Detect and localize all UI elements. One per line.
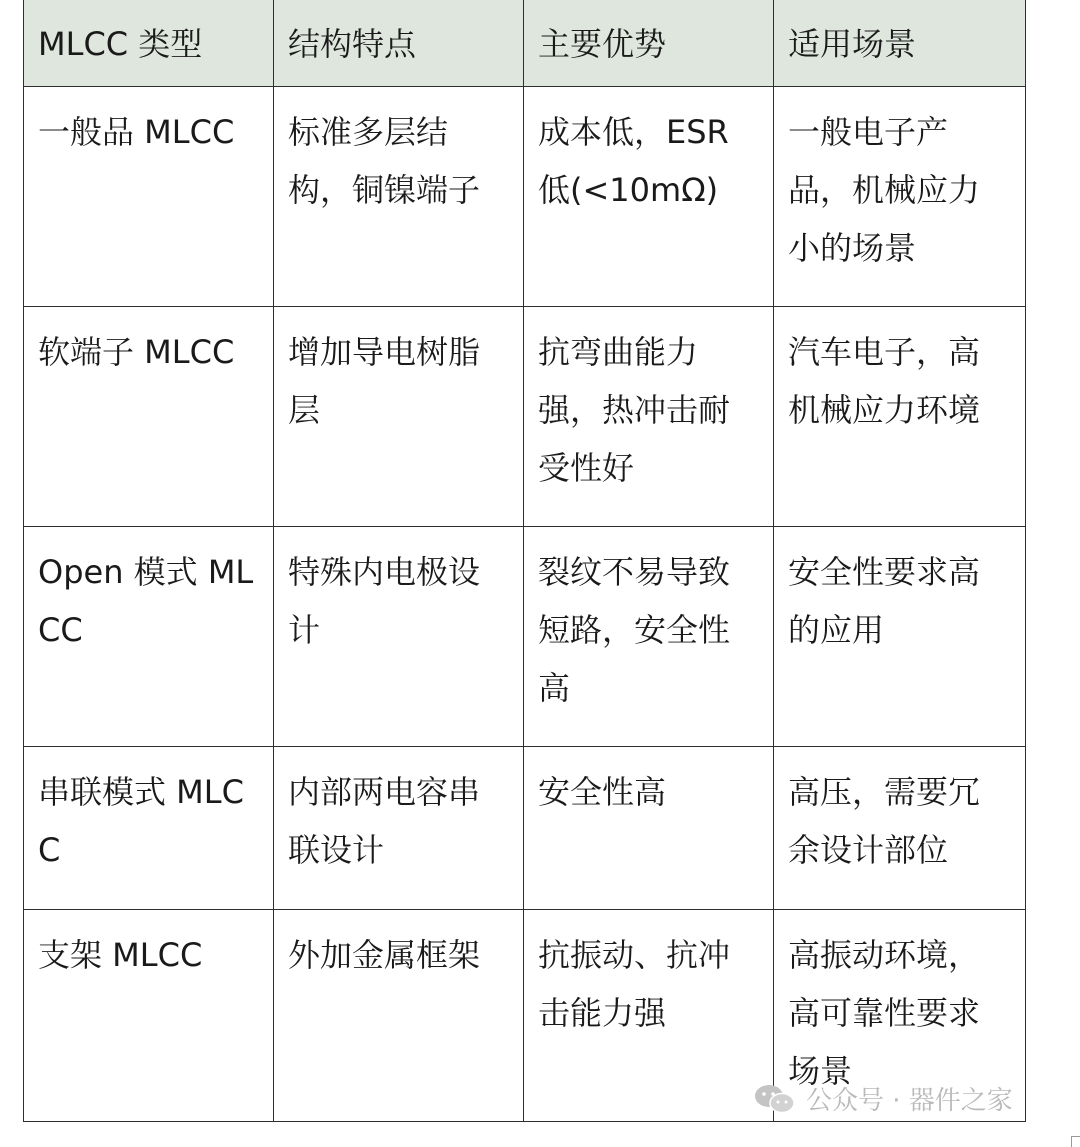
cell-application: 一般电子产品，机械应力小的场景 — [774, 87, 1026, 307]
cell-type: 串联模式 MLCC — [24, 747, 274, 910]
cell-type: 一般品 MLCC — [24, 87, 274, 307]
table-row — [24, 87, 1026, 307]
cell-type: 软端子 MLCC — [24, 307, 274, 527]
mlcc-comparison-table — [23, 0, 1026, 1122]
cell-advantage: 裂纹不易导致短路，安全性高 — [524, 527, 774, 747]
corner-mark — [1071, 1136, 1080, 1147]
table-row — [24, 747, 1026, 910]
cell-advantage: 安全性高 — [524, 747, 774, 910]
cell-application: 高振动环境，高可靠性要求场景 — [774, 910, 1026, 1122]
cell-advantage: 抗振动、抗冲击能力强 — [524, 910, 774, 1122]
table-row — [24, 527, 1026, 747]
cell-type: Open 模式 MLCC — [24, 527, 274, 747]
cell-structure: 内部两电容串联设计 — [274, 747, 524, 910]
cell-structure: 标准多层结构，铜镍端子 — [274, 87, 524, 307]
cell-structure: 外加金属框架 — [274, 910, 524, 1122]
cell-advantage: 抗弯曲能力强，热冲击耐受性好 — [524, 307, 774, 527]
cell-type: 支架 MLCC — [24, 910, 274, 1122]
cell-structure: 增加导电树脂层 — [274, 307, 524, 527]
header-advantage: 主要优势 — [524, 0, 774, 87]
cell-application: 安全性要求高的应用 — [774, 527, 1026, 747]
cell-structure: 特殊内电极设计 — [274, 527, 524, 747]
cell-advantage: 成本低，ESR低(<10mΩ) — [524, 87, 774, 307]
watermark-text: 公众号 · 器件之家 — [806, 1086, 1013, 1116]
table-row — [24, 307, 1026, 527]
header-row — [24, 0, 1026, 87]
table-row — [24, 910, 1026, 1122]
header-application: 适用场景 — [774, 0, 1026, 87]
cell-application: 汽车电子，高机械应力环境 — [774, 307, 1026, 527]
header-structure: 结构特点 — [274, 0, 524, 87]
header-type: MLCC 类型 — [24, 0, 274, 87]
cell-application: 高压，需要冗余设计部位 — [774, 747, 1026, 910]
